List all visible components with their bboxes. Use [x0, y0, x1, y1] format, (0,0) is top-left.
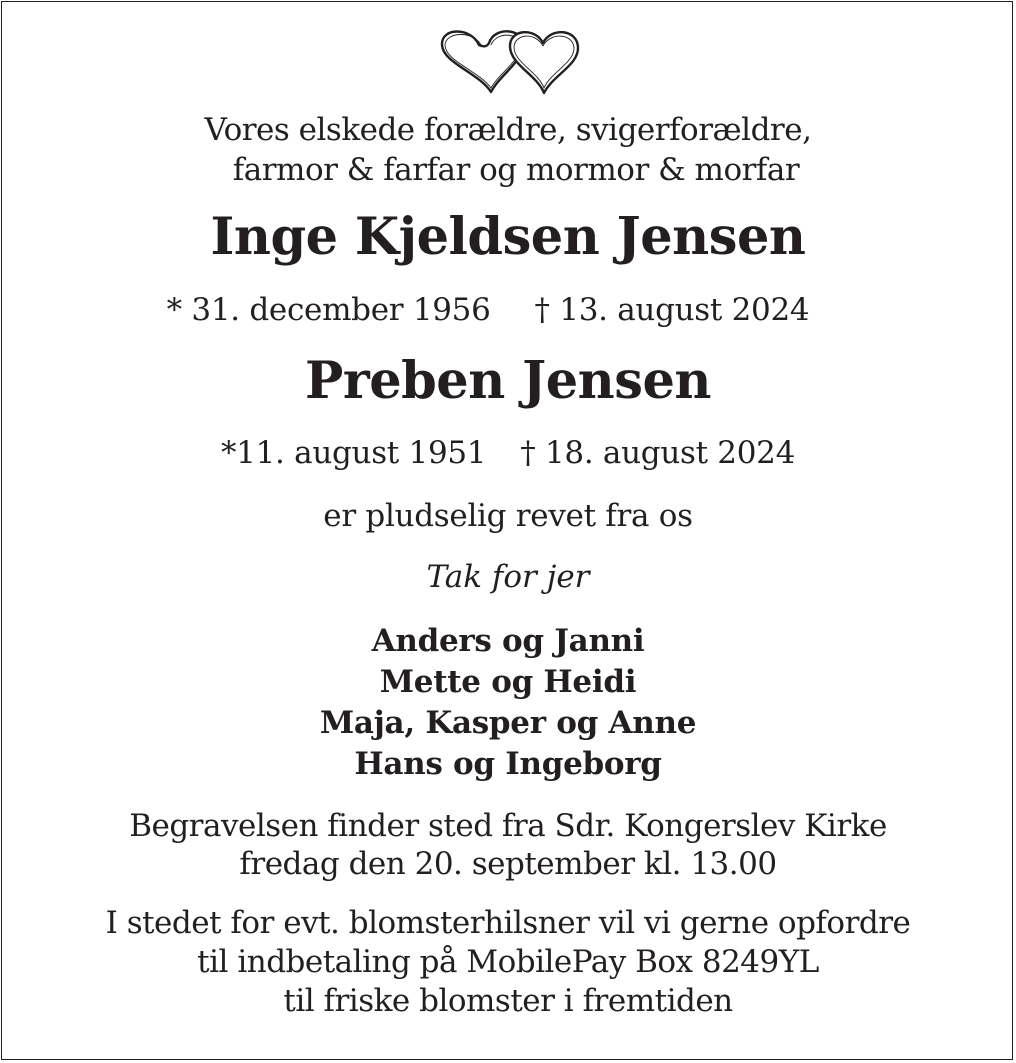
person2-name: Preben Jensen: [304, 351, 711, 411]
two-hearts-icon: [439, 23, 581, 95]
donation-line-1: I stedet for evt. blomsterhilsner vil vi gerne opfordre: [105, 905, 911, 941]
family-line-3: Maja, Kasper og Anne: [319, 705, 697, 741]
person1-birth-date: * 31. december 1956: [166, 292, 491, 328]
funeral-line-2: fredag den 20. september kl. 13.00: [239, 846, 777, 882]
person2-death-date: † 18. august 2024: [520, 435, 795, 471]
family-line-2: Mette og Heidi: [379, 664, 637, 700]
person1-name: Inge Kjeldsen Jensen: [210, 207, 806, 267]
person1-death-date: † 13. august 2024: [534, 292, 810, 328]
family-line-4: Hans og Ingeborg: [354, 746, 662, 782]
person2-dates: [2, 435, 1014, 471]
funeral-line-1: Begravelsen finder sted fra Sdr. Kongerslev Kirke: [129, 808, 887, 844]
donation-line-2: til indbetaling på MobilePay Box 8249YL: [197, 944, 819, 980]
thanks-line: Tak for jer: [426, 559, 590, 595]
intro-line-2: farmor & farfar og mormor & morfar: [232, 152, 800, 188]
donation-line-3: til friske blomster i fremtiden: [283, 983, 733, 1019]
intro-line-1: Vores elskede forældre, svigerforældre,: [204, 112, 812, 148]
message: er pludselig revet fra os: [323, 498, 693, 534]
family-line-1: Anders og Janni: [371, 623, 645, 659]
obituary-notice: [1, 1, 1013, 1060]
person1-dates: [0, 292, 994, 328]
person2-birth-date: *11. august 1951: [220, 435, 487, 471]
